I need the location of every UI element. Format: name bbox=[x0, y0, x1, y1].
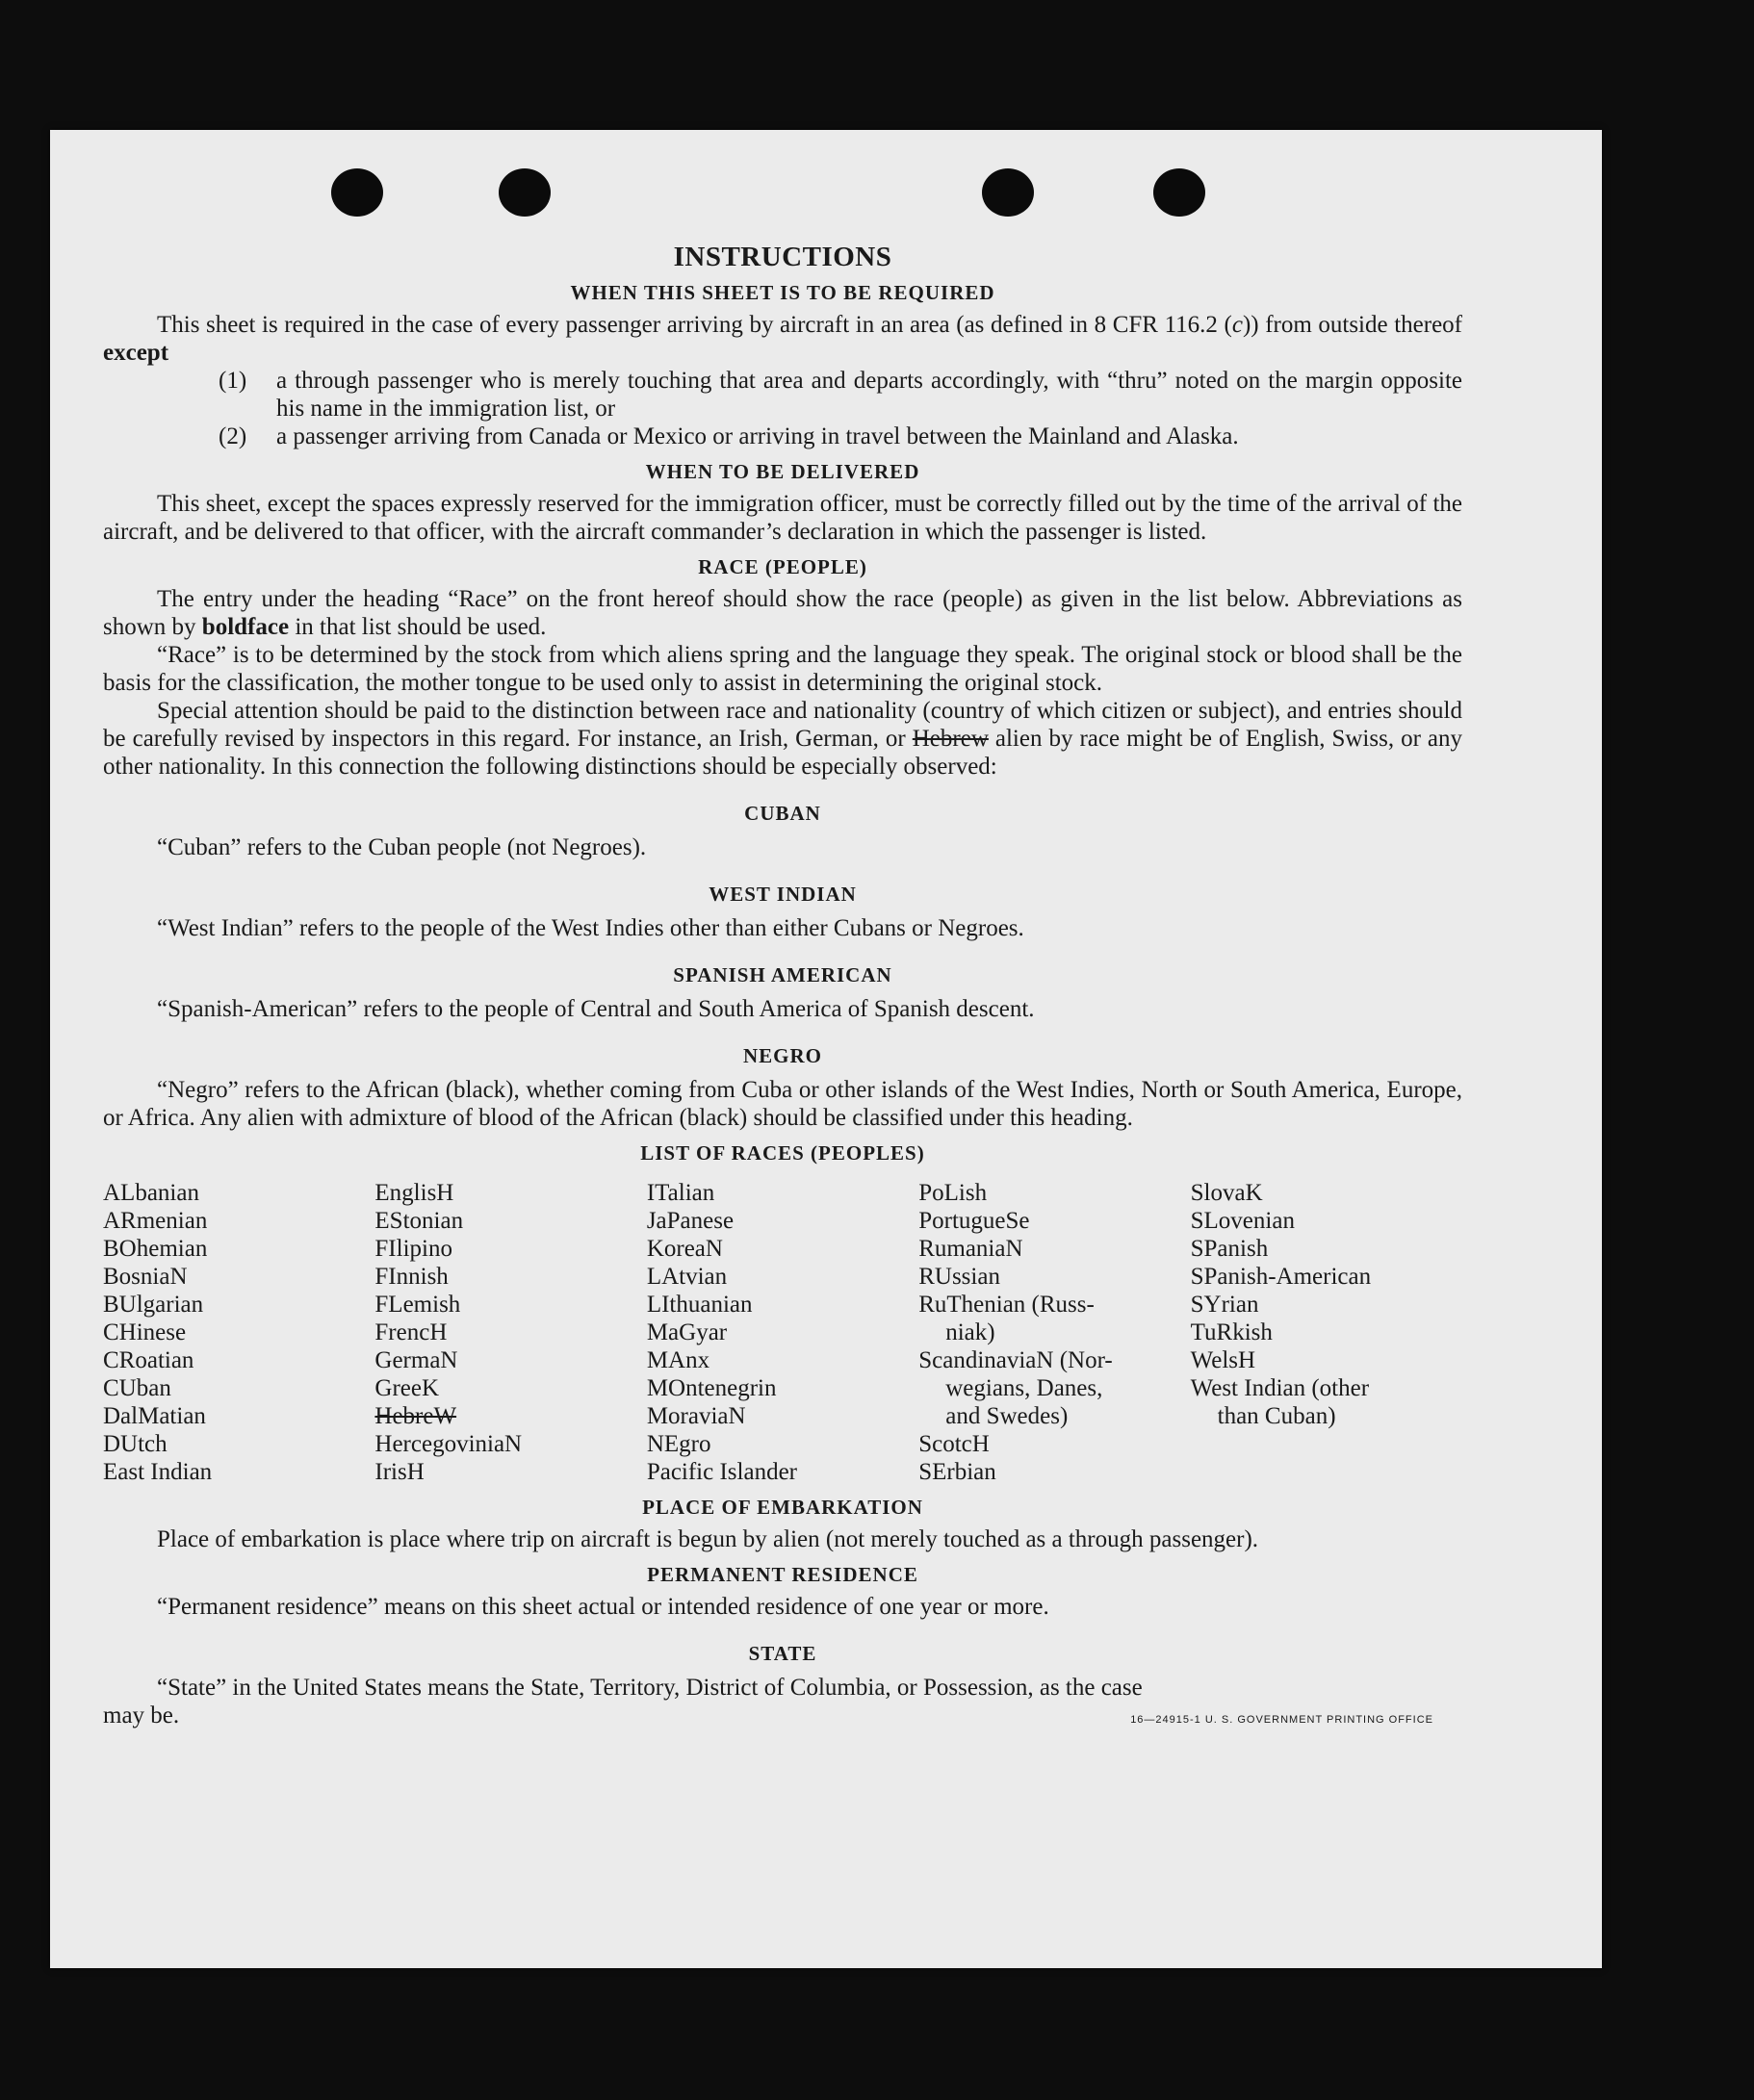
state-text-end: may be. bbox=[103, 1703, 180, 1729]
spanish-american-text: “Spanish-American” refers to the people of Central and South America of Spanish descent. bbox=[157, 996, 1035, 1022]
instructions-content bbox=[103, 243, 1462, 1734]
section-heading-cuban: CUBAN bbox=[744, 802, 821, 825]
race-entry: IrisH bbox=[374, 1459, 425, 1485]
race-entry: RuThenian (Russ- bbox=[918, 1292, 1095, 1318]
race-entry: WelsH bbox=[1190, 1347, 1256, 1373]
race-entry: FInnish bbox=[374, 1264, 449, 1290]
race-entry: GreeK bbox=[374, 1375, 440, 1401]
race-entry: and Swedes) bbox=[945, 1403, 1069, 1429]
section-heading-west-indian: WEST INDIAN bbox=[709, 883, 857, 906]
race-entry: Pacific Islander bbox=[646, 1459, 797, 1485]
race-entry: ScandinaviaN (Nor- bbox=[918, 1347, 1113, 1373]
race-entry: ALbanian bbox=[103, 1180, 199, 1206]
section-heading-negro: NEGRO bbox=[742, 1044, 822, 1067]
race-entry: HebreW bbox=[374, 1403, 457, 1429]
race-entry: SlovaK bbox=[1190, 1180, 1263, 1206]
delivered-text: This sheet, except the spaces expressly reserved for the immigration officer, must be correctly filled out by the time of the arrival of the aircraft, and be delivered to that officer, with the aircraft commander’s declaration in which the passenger is listed. bbox=[103, 491, 1462, 545]
race-entry: JaPanese bbox=[646, 1208, 735, 1234]
section-heading-race-list: LIST OF RACES (PEOPLES) bbox=[640, 1141, 925, 1165]
race-entry: DalMatian bbox=[103, 1403, 206, 1429]
race-column bbox=[103, 1179, 374, 1486]
section-heading-required: WHEN THIS SHEET IS TO BE REQUIRED bbox=[570, 281, 995, 304]
race-entry: KoreaN bbox=[646, 1236, 723, 1262]
race-entry: MoraviaN bbox=[646, 1403, 746, 1429]
race-entry: SPanish-American bbox=[1190, 1264, 1372, 1290]
race-paragraph-3: Special attention should be paid to the distinction between race and nationality (country of which citizen or subject), and entries should be carefully revised by inspectors in this regard. For instance, an Irish, German, or Hebrew alien by race might be of English, Swiss, or any other nationality. In this connection the following distinctions should be especially observed: bbox=[103, 698, 1462, 780]
embarkation-text: Place of embarkation is place where trip on aircraft is begun by alien (not merely touched as a through passenger). bbox=[157, 1526, 1259, 1552]
section-heading-delivered: WHEN TO BE DELIVERED bbox=[645, 460, 920, 483]
cuban-text: “Cuban” refers to the Cuban people (not Negroes). bbox=[157, 834, 647, 860]
race-entry: LAtvian bbox=[646, 1264, 728, 1290]
race-paragraph-1: The entry under the heading “Race” on the front hereof should show the race (people) as given in the list below. Abbreviations as shown by boldface in that list should be used. bbox=[103, 586, 1462, 640]
race-entry: SPanish bbox=[1190, 1236, 1269, 1262]
punch-hole bbox=[499, 168, 551, 217]
footer-line bbox=[103, 1702, 1462, 1734]
section-heading-state: STATE bbox=[748, 1642, 817, 1665]
race-entry: MaGyar bbox=[646, 1319, 728, 1345]
race-entry: ScotcH bbox=[918, 1431, 990, 1457]
race-entry: GermaN bbox=[374, 1347, 458, 1373]
race-entry: FLemish bbox=[374, 1292, 461, 1318]
race-entry: SYrian bbox=[1190, 1292, 1259, 1318]
west-indian-text: “West Indian” refers to the people of the West Indies other than either Cubans or Negroes. bbox=[157, 915, 1024, 941]
race-entry: BOhemian bbox=[103, 1236, 208, 1262]
race-entry: CRoatian bbox=[103, 1347, 194, 1373]
race-entry: BosniaN bbox=[103, 1264, 188, 1290]
race-entry: EStonian bbox=[374, 1208, 464, 1234]
race-entry: SErbian bbox=[918, 1459, 996, 1485]
residence-text: “Permanent residence” means on this sheet actual or intended residence of one year or more. bbox=[157, 1594, 1049, 1620]
list-item: (1) a through passenger who is merely touching that area and departs accordingly, with “thru” noted on the margin opposite his name in the immigration list, or bbox=[219, 368, 1462, 422]
race-entry: wegians, Danes, bbox=[945, 1375, 1103, 1401]
race-entry: MOntenegrin bbox=[646, 1375, 777, 1401]
race-entry: ARmenian bbox=[103, 1208, 208, 1234]
race-entry: NEgro bbox=[646, 1431, 711, 1457]
race-entry: PoLish bbox=[918, 1180, 988, 1206]
race-column bbox=[1191, 1179, 1462, 1486]
race-entry: LIthuanian bbox=[646, 1292, 753, 1318]
state-text: “State” in the United States means the State, Territory, District of Columbia, or Possession, as the case bbox=[157, 1675, 1143, 1701]
section-heading-embarkation: PLACE OF EMBARKATION bbox=[642, 1496, 923, 1519]
race-entry: PortugueSe bbox=[918, 1208, 1030, 1234]
race-entry: EnglisH bbox=[374, 1180, 454, 1206]
race-entry: MAnx bbox=[646, 1347, 710, 1373]
race-entry: RumaniaN bbox=[918, 1236, 1023, 1262]
race-entry: East Indian bbox=[103, 1459, 213, 1485]
document-sheet bbox=[50, 130, 1602, 1968]
race-column bbox=[374, 1179, 646, 1486]
race-entry: CHinese bbox=[103, 1319, 187, 1345]
race-entry: than Cuban) bbox=[1217, 1403, 1336, 1429]
race-column bbox=[647, 1179, 918, 1486]
race-entry: CUban bbox=[103, 1375, 171, 1401]
section-heading-spanish-american: SPANISH AMERICAN bbox=[673, 963, 892, 986]
negro-text: “Negro” refers to the African (black), whether coming from Cuba or other islands of the West Indies, North or South America, Europe, or Africa. Any alien with admixture of blood of the African (black) should be classified under this heading. bbox=[103, 1077, 1462, 1131]
race-entry: HercegoviniaN bbox=[374, 1431, 523, 1457]
punch-hole bbox=[1153, 168, 1205, 217]
punch-hole bbox=[331, 168, 383, 217]
race-entry: BUlgarian bbox=[103, 1292, 204, 1318]
race-paragraph-2: “Race” is to be determined by the stock from which aliens spring and the language they speak. The original stock or blood shall be the basis for the classification, the mother tongue to be used only to assist in determining the original stock. bbox=[103, 642, 1462, 696]
race-entry: niak) bbox=[945, 1319, 995, 1345]
race-entry: SLovenian bbox=[1190, 1208, 1295, 1234]
punch-hole bbox=[982, 168, 1034, 217]
race-entry: RUssian bbox=[918, 1264, 1000, 1290]
section-heading-race: RACE (PEOPLE) bbox=[698, 555, 867, 578]
race-entry: FrencH bbox=[374, 1319, 448, 1345]
page-title: INSTRUCTIONS bbox=[673, 242, 892, 272]
printer-imprint: 16—24915-1 U. S. GOVERNMENT PRINTING OFFICE bbox=[1130, 1714, 1433, 1726]
race-list bbox=[103, 1179, 1462, 1486]
race-entry: West Indian (other bbox=[1190, 1375, 1370, 1401]
race-entry: ITalian bbox=[646, 1180, 715, 1206]
section-heading-residence: PERMANENT RESIDENCE bbox=[647, 1563, 918, 1586]
race-entry: DUtch bbox=[103, 1431, 168, 1457]
required-intro: This sheet is required in the case of every passenger arriving by aircraft in an area (as defined in 8 CFR 116.2 (c)) from outside thereof except bbox=[103, 312, 1462, 366]
race-entry: FIlipino bbox=[374, 1236, 452, 1262]
list-item: (2) a passenger arriving from Canada or Mexico or arriving in travel between the Mainland and Alaska. bbox=[219, 423, 1239, 449]
race-column bbox=[918, 1179, 1190, 1486]
race-entry: TuRkish bbox=[1190, 1319, 1273, 1345]
